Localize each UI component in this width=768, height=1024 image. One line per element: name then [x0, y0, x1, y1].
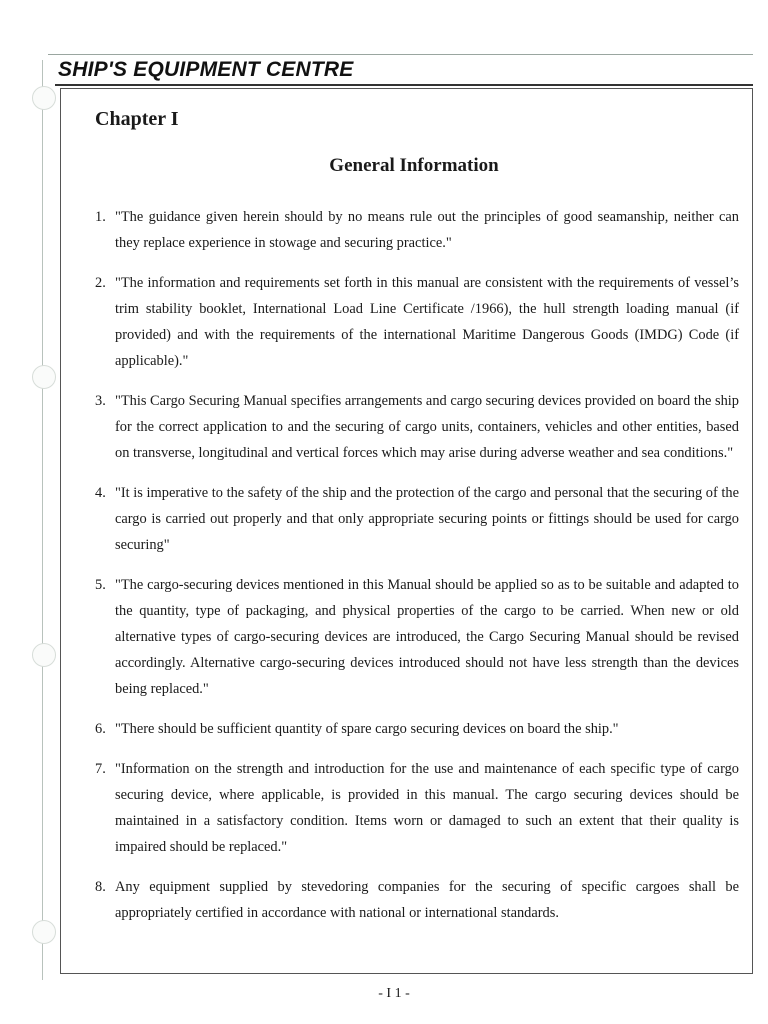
- punch-hole: [32, 643, 56, 667]
- punch-hole: [32, 365, 56, 389]
- header-rule: [55, 84, 753, 86]
- punch-hole: [32, 86, 56, 110]
- list-item: [95, 572, 739, 702]
- list-item: [95, 874, 739, 926]
- page-number: - I 1 -: [378, 986, 410, 1001]
- list-item: [95, 204, 739, 256]
- chapter-label: Chapter I: [95, 108, 179, 130]
- item-number: 4.: [95, 485, 106, 501]
- list-item: [95, 270, 739, 374]
- item-number: 5.: [95, 577, 106, 593]
- item-text: "Information on the strength and introduction for the use and maintenance of each specific type of cargo securing device, where applicable, is provided in this manual. The cargo securing devices should be maintained in a satisfactory condition. Items worn or damaged to such an extent that their quality is impaired should be replaced.": [115, 761, 739, 855]
- item-text: "The guidance given herein should by no means rule out the principles of good seamanship, neither can they replace experience in stowage and securing practice.": [115, 209, 739, 251]
- list-item: [95, 716, 739, 742]
- top-rule: [48, 54, 753, 55]
- item-number: 3.: [95, 393, 106, 409]
- punch-hole: [32, 920, 56, 944]
- binder-margin-line: [42, 60, 43, 980]
- item-text: "It is imperative to the safety of the ship and the protection of the cargo and personal that the securing of the cargo is carried out properly and that only appropriate securing points or fittings should be used for cargo securing": [115, 485, 739, 553]
- item-number: 8.: [95, 879, 106, 895]
- item-number: 6.: [95, 721, 106, 737]
- section-title: General Information: [329, 155, 499, 176]
- list-item: [95, 388, 739, 466]
- item-number: 1.: [95, 209, 106, 225]
- list-item: [95, 480, 739, 558]
- item-text: Any equipment supplied by stevedoring companies for the securing of specific cargoes shall be appropriately certified in accordance with national or international standards.: [115, 879, 739, 921]
- list-item: [95, 756, 739, 860]
- item-text: "The information and requirements set forth in this manual are consistent with the requirements of vessel’s trim stability booklet, International Load Line Certificate /1966), the hull strength loading manual (if provided) and with the requirements of the international Maritime Dangerous Goods (IMDG) Code (if applicable).": [115, 275, 739, 369]
- guidance-list: [95, 204, 739, 940]
- item-text: "This Cargo Securing Manual specifies arrangements and cargo securing devices provided on board the ship for the correct application to and the securing of cargo units, containers, vehicles and other entities, based on transverse, longitudinal and vertical forces which may arise during adverse weather and sea conditions.": [115, 393, 739, 461]
- item-number: 7.: [95, 761, 106, 777]
- item-number: 2.: [95, 275, 106, 291]
- item-text: "The cargo-securing devices mentioned in this Manual should be applied so as to be suitable and adapted to the quantity, type of packaging, and physical properties of the cargo to be carried. When new or old alternative types of cargo-securing devices are introduced, the Cargo Securing Manual should be revised accordingly. Alternative cargo-securing devices introduced should not have less strength than the devices being replaced.": [115, 577, 739, 697]
- item-text: "There should be sufficient quantity of spare cargo securing devices on board the ship.": [115, 721, 619, 737]
- header-title: SHIP'S EQUIPMENT CENTRE: [58, 58, 354, 81]
